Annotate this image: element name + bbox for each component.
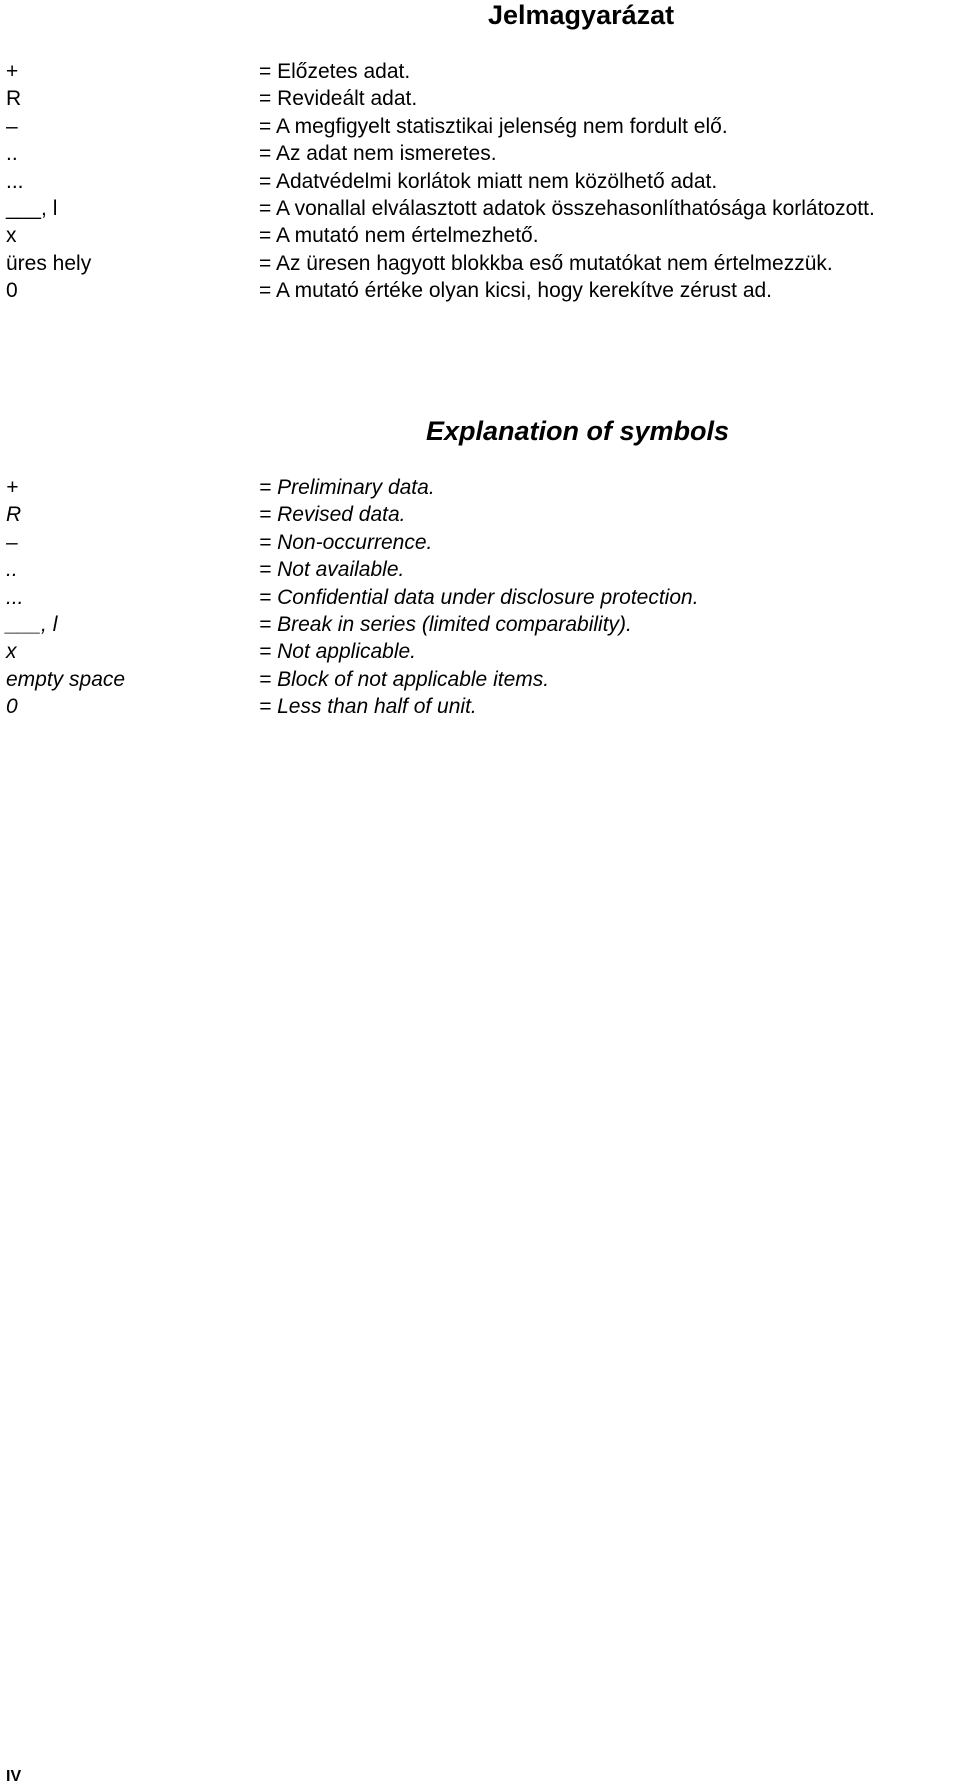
hungarian-legend-list xyxy=(0,58,960,305)
legend-symbol: 0 xyxy=(6,695,18,719)
legend-symbol: empty space xyxy=(6,667,126,691)
legend-symbol: R xyxy=(6,87,22,111)
legend-row xyxy=(0,168,960,195)
legend-definition: = Not available. xyxy=(259,558,405,582)
legend-definition: = Adatvédelmi korlátok miatt nem közölhető adat. xyxy=(259,169,718,193)
legend-definition: = Az adat nem ismeretes. xyxy=(259,142,497,166)
legend-definition: = A mutató értéke olyan kicsi, hogy kerekítve zérust ad. xyxy=(259,279,773,303)
legend-definition: = Confidential data under disclosure protection. xyxy=(259,585,699,609)
legend-row xyxy=(0,666,960,693)
legend-symbol: üres hely xyxy=(6,251,92,275)
legend-definition: = A megfigyelt statisztikai jelenség nem fordult elő. xyxy=(259,114,728,138)
legend-row xyxy=(0,140,960,167)
legend-row xyxy=(0,556,960,583)
legend-symbol: .. xyxy=(6,558,18,582)
legend-symbol: ... xyxy=(6,585,24,609)
legend-row xyxy=(0,58,960,85)
legend-row xyxy=(0,85,960,112)
legend-definition: = Non-occurrence. xyxy=(259,530,433,554)
legend-symbol: x xyxy=(6,224,17,248)
legend-row xyxy=(0,611,960,638)
legend-definition: = Revised data. xyxy=(259,503,406,527)
legend-row xyxy=(0,277,960,304)
legend-symbol: 0 xyxy=(6,279,18,303)
legend-definition: = Not applicable. xyxy=(259,640,417,664)
legend-row xyxy=(0,195,960,222)
legend-row xyxy=(0,584,960,611)
legend-definition: = Less than half of unit. xyxy=(259,695,477,719)
legend-symbol: R xyxy=(6,503,22,527)
legend-symbol: + xyxy=(6,60,19,83)
legend-definition: = Preliminary data. xyxy=(259,476,435,499)
legend-symbol: ___, l xyxy=(6,612,58,636)
legend-row xyxy=(0,474,960,501)
legend-symbol: ... xyxy=(6,169,24,193)
legend-definition: = Az üresen hagyott blokkba eső mutatókat nem értelmezzük. xyxy=(259,251,833,275)
legend-symbol: .. xyxy=(6,142,18,166)
legend-definition: = Revideált adat. xyxy=(259,87,418,111)
legend-symbol: – xyxy=(6,114,18,138)
legend-definition: = A vonallal elválasztott adatok összehasonlíthatósága korlátozott. xyxy=(259,196,875,220)
legend-row xyxy=(0,501,960,528)
legend-definition: = A mutató nem értelmezhető. xyxy=(259,224,539,248)
legend-row xyxy=(0,693,960,720)
legend-symbol: x xyxy=(6,640,17,664)
legend-symbol: + xyxy=(6,476,19,499)
legend-definition: = Break in series (limited comparability). xyxy=(259,612,632,636)
legend-row xyxy=(0,638,960,665)
english-legend-title: Explanation of symbols xyxy=(426,416,730,446)
legend-row xyxy=(0,113,960,140)
legend-row xyxy=(0,222,960,249)
legend-symbol: ___, l xyxy=(6,196,58,220)
legend-symbol: – xyxy=(6,530,18,554)
legend-definition: = Előzetes adat. xyxy=(259,60,411,83)
legend-row xyxy=(0,529,960,556)
legend-definition: = Block of not applicable items. xyxy=(259,667,550,691)
hungarian-legend-title: Jelmagyarázat xyxy=(488,0,675,30)
english-legend-list xyxy=(0,474,960,721)
legend-row xyxy=(0,250,960,277)
page-number: IV xyxy=(6,1768,22,1785)
